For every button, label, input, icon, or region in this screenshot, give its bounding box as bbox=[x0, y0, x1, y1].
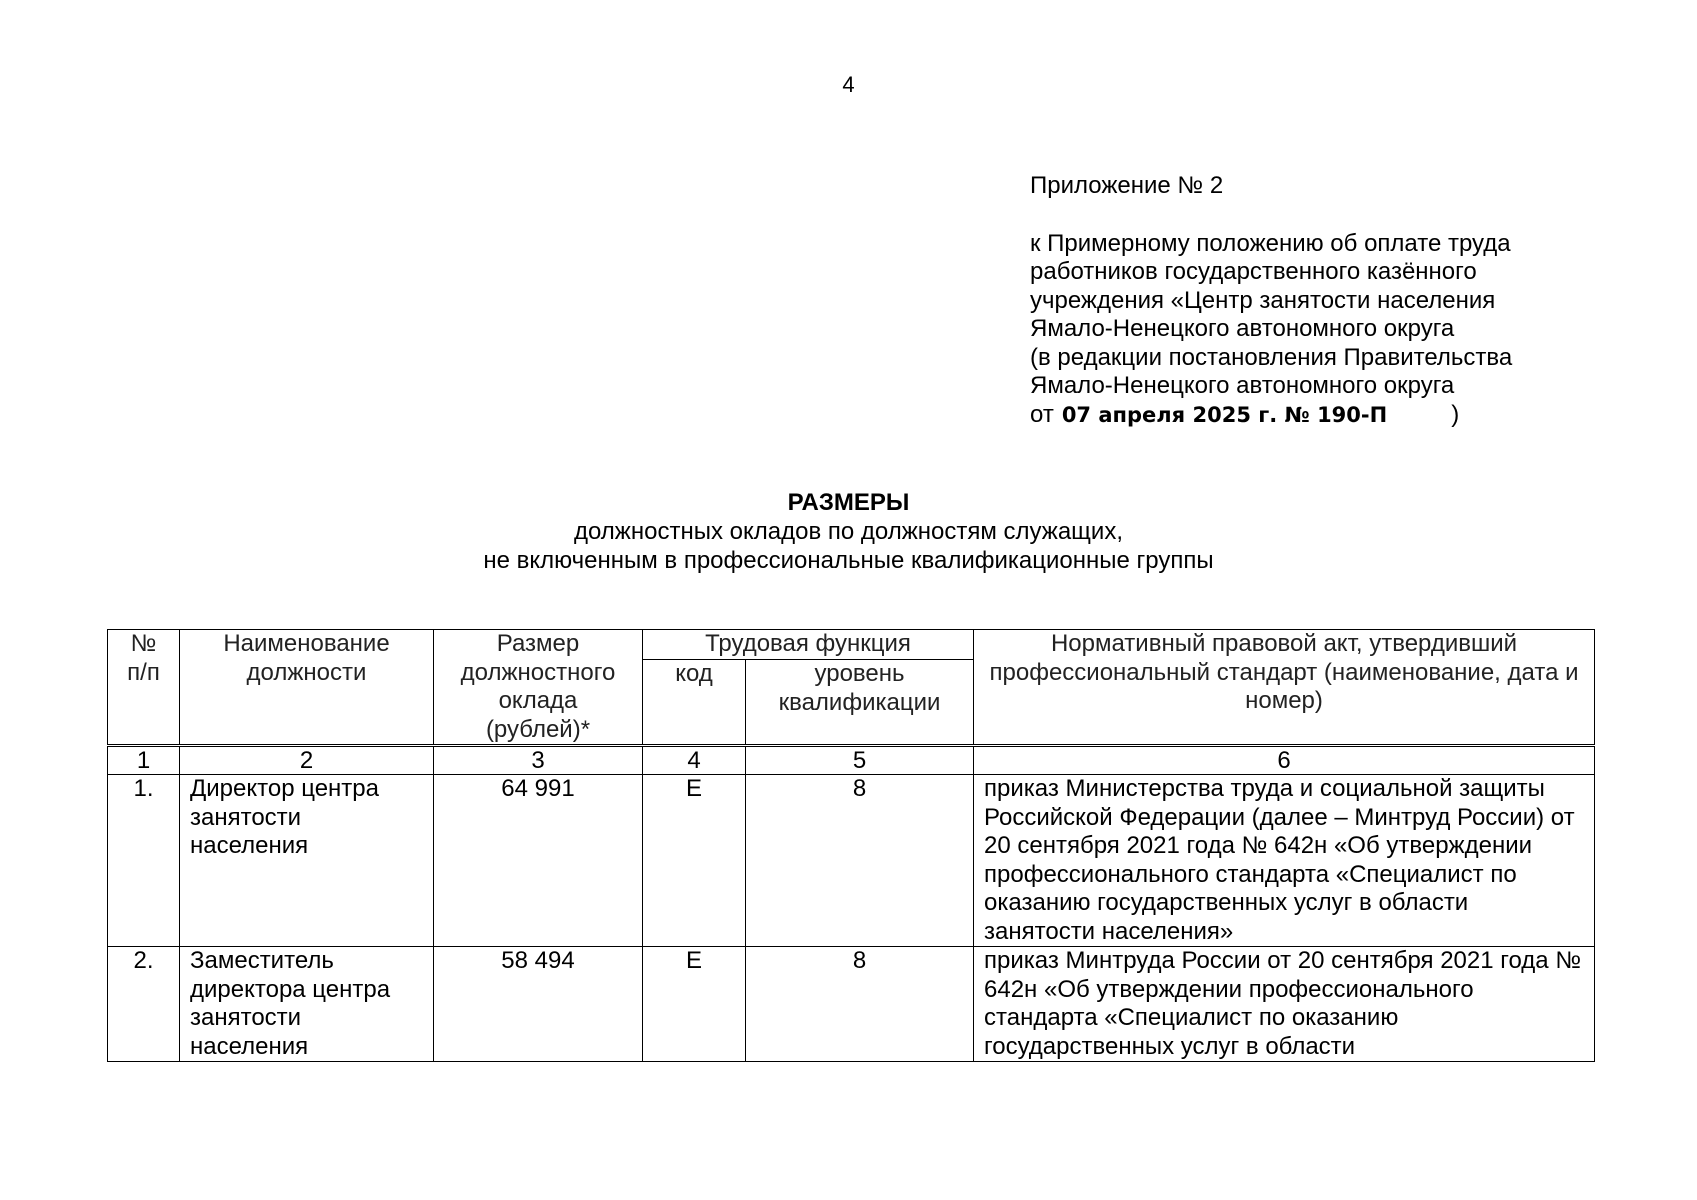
appendix-line: Ямало-Ненецкого автономного округа bbox=[1030, 372, 1455, 399]
document-subtitle: должностных окладов по должностям служащих, bbox=[573, 518, 1124, 545]
row-level: 8 bbox=[746, 775, 974, 947]
row-level: 8 bbox=[746, 947, 974, 1062]
header-num: № п/п bbox=[108, 630, 180, 746]
row-salary: 58 494 bbox=[434, 947, 643, 1062]
header-labor-function: Трудовая функция bbox=[643, 630, 974, 660]
appendix-heading: Приложение № 2 bbox=[1030, 172, 1224, 199]
salary-table bbox=[107, 629, 1595, 1062]
row-salary: 64 991 bbox=[434, 775, 643, 947]
document-subtitle: не включенным в профессиональные квалификационные группы bbox=[483, 547, 1214, 574]
table-header-row bbox=[108, 630, 1595, 660]
page-number: 4 bbox=[842, 72, 855, 97]
column-number: 1 bbox=[108, 746, 180, 775]
appendix-line: к Примерному положению об оплате труда bbox=[1030, 229, 1511, 257]
appendix-date-line bbox=[1030, 401, 1670, 430]
header-salary: Размер должностного оклада (рублей)* bbox=[434, 630, 643, 746]
appendix-line: (в редакции постановления Правительства bbox=[1030, 343, 1513, 371]
appendix-line: Ямало-Ненецкого автономного округа bbox=[1030, 315, 1455, 342]
row-name: Директор центра занятости населения bbox=[180, 775, 434, 947]
row-num: 2. bbox=[108, 947, 180, 1062]
date-prefix: от bbox=[1030, 400, 1054, 428]
document-title: РАЗМЕРЫ bbox=[787, 489, 910, 516]
column-number: 5 bbox=[746, 746, 974, 775]
header-code: код bbox=[643, 660, 746, 746]
table-row bbox=[108, 775, 1595, 947]
row-code: Е bbox=[643, 775, 746, 947]
column-number: 6 bbox=[974, 746, 1595, 775]
column-number: 2 bbox=[180, 746, 434, 775]
table-row bbox=[108, 947, 1595, 1062]
date-suffix: ) bbox=[1451, 400, 1460, 428]
document-title-block bbox=[0, 488, 1697, 575]
appendix-line: учреждения «Центр занятости населения bbox=[1030, 286, 1496, 314]
column-number-row bbox=[108, 746, 1595, 775]
appendix-block bbox=[1030, 172, 1670, 429]
row-act: приказ Министерства труда и социальной защиты Российской Федерации (далее – Минтруд России) от 20 сентября 2021 года № 642н «Об утверждении профессионального стандарта «Специалист по оказанию государственных услуг в области занятости населения» bbox=[974, 775, 1595, 947]
row-name: Заместитель директора центра занятости населения bbox=[180, 947, 434, 1062]
date-value: 07 апреля 2025 г. № 190-П bbox=[1061, 402, 1388, 427]
column-number: 4 bbox=[643, 746, 746, 775]
row-num: 1. bbox=[108, 775, 180, 947]
appendix-line: работников государственного казённого bbox=[1030, 258, 1477, 285]
header-act: Нормативный правовой акт, утвердивший профессиональный стандарт (наименование, дата и номер) bbox=[974, 630, 1595, 746]
column-number: 3 bbox=[434, 746, 643, 775]
header-name: Наименование должности bbox=[180, 630, 434, 746]
row-act: приказ Минтруда России от 20 сентября 2021 года № 642н «Об утверждении профессионального стандарта «Специалист по оказанию государственных услуг в области bbox=[974, 947, 1595, 1062]
row-code: Е bbox=[643, 947, 746, 1062]
header-level: уровень квалификации bbox=[746, 660, 974, 746]
